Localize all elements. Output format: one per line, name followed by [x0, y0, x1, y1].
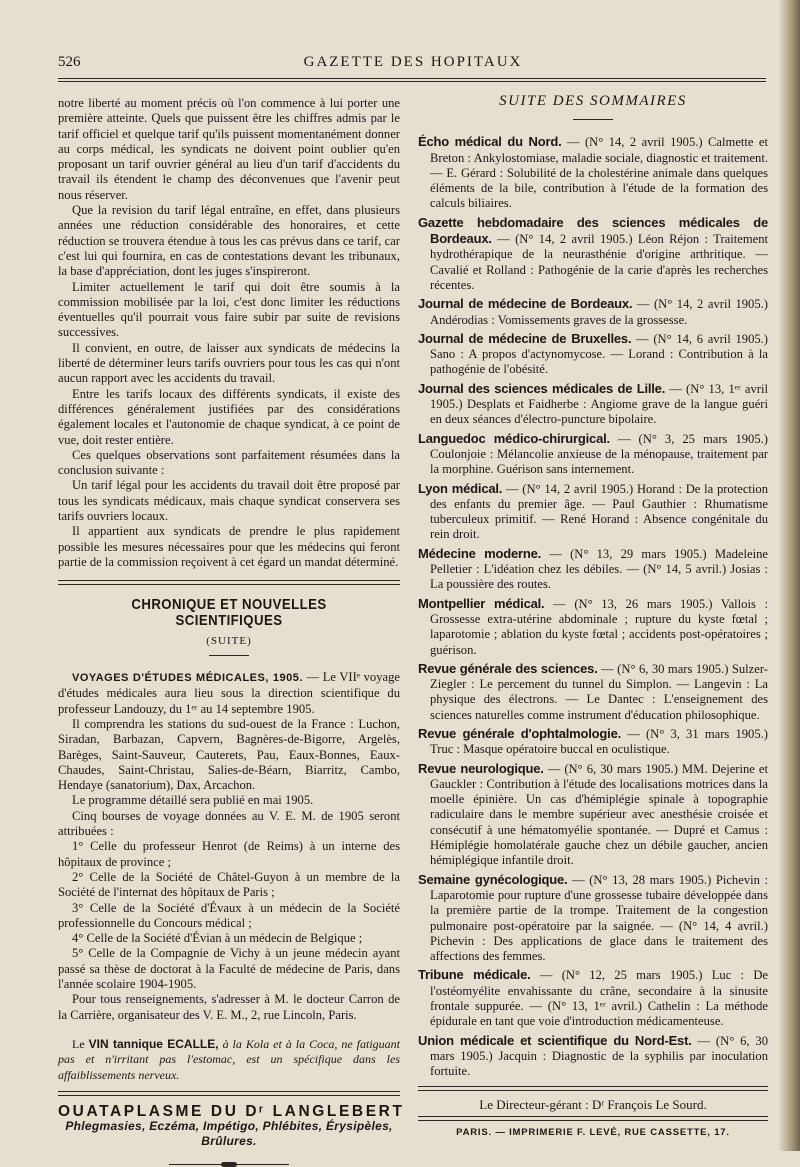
sommaire-entry [418, 431, 768, 478]
journal-title: Journal des sciences médicales de Lille. [418, 380, 666, 396]
article-paragraph: notre liberté au moment précis où l'on commence à lui porter une première atteinte. Quels que puissent être les chiffres admis par le tarif officiel et quelque tarif qu'ils puissent momentanément donner au corps médical, les syndicats ne doivent point oublier qu'en proposant un tarif ouvrier général au lieu d'un tarif d'accidents du travail ils étendent le champ des déconvenues que l'avenir peut nous réserver. [58, 96, 400, 202]
entry-text: — (N° 6, 30 mars 1905.) Sulzer-Ziegler : Le percement du tunnel du Simplon. — Langevin : La physique des électrons. — Le Dantec : L'enseignement des sciences naturelles comme instrument d'éducation philosophique. [430, 661, 768, 722]
article-paragraph: Un tarif légal pour les accidents du travail doit être proposé par tous les syndicats médicaux, mais chaque syndicat conservera ses tarifs ouvriers locaux. [58, 478, 400, 524]
ad-vin-text: à la Kola et à la Coca, ne fatiguant pas et n'irritant pas l'estomac, est un spécifique dans les affaiblissements nerveux. [58, 1036, 401, 1082]
voyages-paragraph: 2° Celle de la Société de Châtel-Guyon à un membre de la Société de l'internat des hôpitaux de Paris ; [58, 869, 400, 900]
journal-title: Médecine moderne. [418, 545, 542, 561]
voyages-paragraph: Cinq bourses de voyage données au V. E. M. de 1905 seront attribuées : [58, 808, 400, 839]
entry-text: — (N° 13, 29 mars 1905.) Madeleine Pelletier : L'idéation chez les débiles. — (N° 14, 5 avril.) Josias : La poussière des routes. [430, 546, 768, 592]
entry-text: — (N° 12, 25 mars 1905.) Luc : De l'ostéomyélite envahissante du crâne, secondaire à la sinusite frontale suppurée. — (N° 13, 1ᵉʳ avril.) Cathelin : La méthode épidurale en tant que voie d'introduction médicamenteuse. [430, 968, 769, 1029]
right-column [418, 93, 769, 1140]
sommaire-entry [418, 872, 768, 965]
footer-rule [418, 1116, 768, 1121]
voyages-paragraph: 3° Celle de la Société d'Évaux à un médecin de la Société professionnelle du Concours médical ; [58, 900, 400, 930]
journal-title: Revue neurologique. [418, 760, 544, 776]
article-paragraph: Ces quelques observations sont parfaitement résumées dans la conclusion suivante : [58, 447, 400, 478]
entry-text: — (N° 14, 6 avril 1905.) Sano : A propos d'actynomycose. — Lorand : Contribution à la pathogénie de l'obésité. [430, 331, 769, 377]
entry-text: — (N° 3, 31 mars 1905.) Truc : Masque opératoire buccal en oculistique. [430, 726, 768, 757]
entry-text: — (N° 14, 2 avril 1905.) Léon Réjon : Traitement hydrothérapique de la neurasthénie d'origine arthritique. — Cavalié et Rolland : Pathogénie de la carie d'après les recherches récentes. [430, 232, 769, 292]
journal-title: Tribune médicale. [418, 967, 531, 983]
ad-vin-name: VIN tannique ECALLE, [88, 1036, 219, 1051]
entry-text: — (N° 14, 2 avril 1905.) Andérodias : Vomissements graves de la grossesse. [430, 297, 768, 327]
sommaires-list [418, 134, 768, 1079]
chronique-suite: (SUITE) [206, 634, 252, 647]
sommaire-entry [418, 481, 768, 543]
entry-text: — (N° 14, 2 avril 1905.) Horand : De la protection des enfants du premier âge. — Paul Gauthier : Rhumatisme tuberculeux primitif. — René Horand : Absence congénitale du rein droit. [430, 481, 769, 542]
short-rule [209, 655, 249, 656]
voyages-lead: — Le VIIᵉ voyage d'études médicales aura lieu sous la direction scientifique du professeur Landouzy, du 1ᵉʳ au 14 septembre 1905. [58, 670, 400, 716]
section-separator [58, 580, 400, 585]
entry-text: — (N° 6, 30 mars 1905.) Jacquin : Diagnostic de la syphilis par inoculation fortuite. [430, 1033, 768, 1079]
journal-title: Journal de médecine de Bordeaux. [418, 296, 633, 312]
sommaire-entry [418, 1033, 768, 1080]
sommaire-entry [418, 381, 768, 428]
article-paragraph: Entre les tarifs locaux des différents syndicats, il existe des différences généralement justifiées par des considérations également locales et l'autonomie de chaque syndicat, à ce point de vue, doit rester entière. [58, 386, 400, 447]
sommaire-entry [418, 761, 768, 869]
signature-rule [418, 1086, 768, 1091]
chronique-title: CHRONIQUE ET NOUVELLES SCIENTIFIQUES [131, 596, 327, 629]
voyages-paragraph: 5° Celle de la Compagnie de Vichy à un jeune médecin ayant passé sa thèse de doctorat à la Faculté de médecine de Paris, dans l'année scolaire 1904-1905. [58, 946, 400, 992]
page-edge-shadow [778, 0, 800, 1151]
journal-title: Revue générale d'ophtalmologie. [418, 725, 622, 741]
entry-text: — (N° 13, 26 mars 1905.) Vallois : Grossesse extra-utérine abdominale ; rupture du kyste fœtal ; laparotomie ; ablation du kyste fœtal ; accidents post-opératoires ; guérison. [430, 596, 768, 657]
voyages-paragraph: Il comprendra les stations du sud-ouest de la France : Luchon, Siradan, Barbazan, Capvern, Bagnères-de-Bigorre, Argelès, Barèges, Saint-Sauveur, Cauterets, Pau, Eaux-Bonnes, Eaux-Chaudes, Saint-Christau, Salies-de-Béarn, Biarritz, Cambo, Hendaye (sanatorium), Dax, Arcachon. [58, 716, 400, 793]
journal-title: Union médicale et scientifique du Nord-Est. [418, 1032, 692, 1048]
article-paragraph: Il convient, en outre, de laisser aux syndicats de médecins la liberté de déterminer leurs tarifs ouvriers pour tous les cas qui n'ont aucun rapport avec les accidents du travail. [58, 340, 400, 386]
journal-title: Gazette hebdomadaire des sciences médicales de Bordeaux. [418, 214, 768, 247]
signature: Le Directeur-gérant : Dʳ François Le Sourd. [479, 1096, 707, 1112]
entry-text: — (N° 3, 25 mars 1905.) Coulonjoie : Mélancolie anxieuse de la ménopause, traitement par la morphine. Guérison sans internement. [430, 431, 768, 477]
article-paragraph: Limiter actuellement le tarif qui doit être soumis à la commission mobilisée par la loi, c'est donc limiter les réductions éventuelles qu'il pourrait vous faire subir par suite de revisions successives. [58, 279, 400, 340]
ad-vin-lead: Le [72, 1036, 85, 1051]
entry-text: — (N° 14, 2 avril 1905.) Calmette et Breton : Ankylostomiase, maladie sociale, diagnostic et traitement. — E. Gérard : Solubilité de la cholestérine animale dans quelques éléments de la bile, contribution à l'étude de la formation des calculs biliaires. [430, 135, 769, 211]
article-paragraph: Il appartient aux syndicats de prendre le plus rapidement possible les mesures nécessaires pour que les médecins qui feront partie de la commission reçoivent à cet égard un mandat déterminé. [58, 524, 400, 569]
ad-rule [58, 1091, 400, 1096]
journal-title: Montpellier médical. [418, 595, 545, 611]
ad-ouataplasme-subtitle: Phlegmasies, Eczéma, Impétigo, Phlébites, Érysipèles, Brûlures. [65, 1119, 393, 1149]
short-rule [573, 119, 613, 120]
sommaire-entry [418, 296, 768, 328]
voyages-heading: VOYAGES D'ÉTUDES MÉDICALES, 1905. [72, 672, 303, 685]
entry-text: — (N° 6, 30 mars 1905.) MM. Dejerine et Gauckler : Contribution à l'étude des localisations motrices dans la moelle épinière. Un cas d'hémiplégie spinale à topographie radiculaire dans le membre supérieur avec anesthésie croisée et consécutif à une hématomyélie spontanée. — Dupré et Camus : Hémiplégie homolatérale gauche chez un débile gaucher, ancien hémiplégique infantile droit. [430, 761, 768, 868]
voyages-paragraph: 4° Celle de la Société d'Évian à un médecin de Belgique ; [72, 931, 363, 946]
printer-line: PARIS. — IMPRIMERIE F. LEVÉ, RUE CASSETTE, 17. [456, 1126, 730, 1138]
voyages-paragraph: 1° Celle du professeur Henrot (de Reims) à un interne des hôpitaux de province ; [58, 839, 400, 869]
sommaire-entry [418, 215, 768, 293]
sommaire-entry [418, 726, 768, 758]
journal-title: Semaine gynécologique. [418, 871, 568, 887]
ornament-rule [169, 1164, 289, 1165]
journal-title: Lyon médical. [418, 480, 503, 496]
voyages-paragraph: Pour tous renseignements, s'adresser à M. le docteur Carron de la Carrière, organisateur des V. E. M., 2, rue Lincoln, Paris. [58, 992, 400, 1022]
ad-ouataplasme-title: OUATAPLASME DU Dʳ LANGLEBERT [58, 1102, 405, 1120]
left-column [58, 96, 405, 1165]
entry-text: — (N° 13, 28 mars 1905.) Pichevin : Laparotomie pour rupture d'une grossesse tubaire développée dans la première partie de la trompe. Traitement de la congestion pulmonaire post-opératoire par la saignée. — (N° 14, 4 avril.) Pichevin : Des applications de glace dans le traitement des affections des femmes. [430, 872, 768, 964]
sommaire-entry [418, 546, 768, 593]
sommaire-entry [418, 967, 768, 1029]
entry-text: — (N° 13, 1ᵉʳ avril 1905.) Desplats et Faidherbe : Angiome grave de la langue guéri en deux séances d'électro-puncture bipolaire. [430, 381, 768, 427]
ad-vin-ecalle [58, 1037, 400, 1083]
sommaire-entry [418, 331, 768, 378]
page-header [58, 52, 768, 74]
journal-title: Languedoc médico-chirurgical. [418, 430, 610, 446]
article-paragraph: Que la revision du tarif légal entraîne, en effet, dans plusieurs années une réduction considérable des honoraires, et cette réduction se trouvera étendue à tous les cas prévus dans ce tarif, car c'est lui qui fournira, en cas de contestations devant les tribunaux, la base d'appréciation, dont les juges s'inspireront. [58, 203, 400, 279]
sommaires-title: SUITE DES SOMMAIRES [499, 93, 687, 109]
journal-title: Revue générale des sciences. [418, 660, 598, 676]
sommaire-entry [418, 661, 768, 723]
journal-title: Journal de médecine de Bruxelles. [418, 330, 632, 346]
voyages-paragraph: Le programme détaillé sera publié en mai 1905. [72, 793, 314, 808]
page-number: 526 [58, 54, 81, 70]
journal-title: Écho médical du Nord. [418, 134, 562, 150]
sommaire-entry [418, 596, 768, 658]
sommaire-entry [418, 134, 768, 211]
voyages-paragraph [58, 670, 400, 717]
running-title: GAZETTE DES HOPITAUX [303, 54, 523, 70]
header-rule [58, 78, 766, 82]
